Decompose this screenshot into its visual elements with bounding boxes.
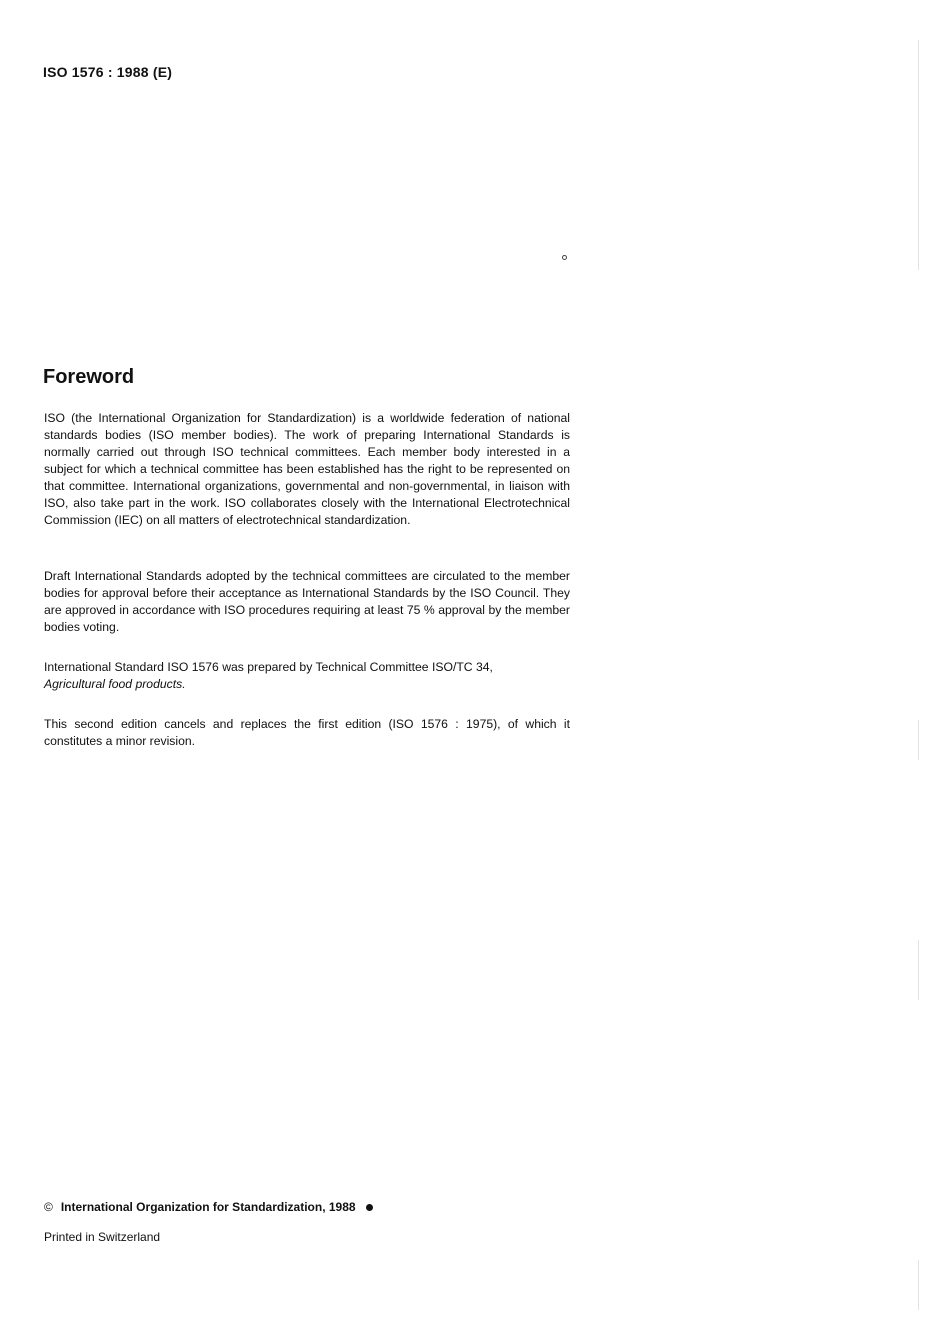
foreword-paragraph-2: Draft International Standards adopted by the technical committees are circulated to the member bodies for approval before their acceptance as International Standards by the ISO Council. They are approved in accordance with ISO procedures requiring at least 75 % approval by the member bodies voting.: [44, 569, 570, 634]
copyright-icon: ©: [44, 1200, 53, 1214]
copyright-line: [44, 1200, 373, 1214]
foreword-paragraph-1: ISO (the International Organization for Standardization) is a worldwide federation of national standards bodies (ISO member bodies). The work of preparing International Standards is normally carried out through ISO technical committees. Each member body interested in a subject for which a technical committee has been established has the right to be represented on that committee. International organizations, governmental and non-governmental, in liaison with ISO, also take part in the work. ISO collaborates closely with the International Electrotechnical Commission (IEC) on all matters of electrotechnical standardization.: [44, 411, 570, 527]
scan-edge-mark: [918, 1260, 919, 1310]
prepared-by-text: International Standard ISO 1576 was prepared by Technical Committee ISO/TC 34,: [44, 660, 493, 674]
scan-edge-mark: [918, 40, 919, 270]
printed-in: Printed in Switzerland: [44, 1230, 161, 1244]
committee-title: Agricultural food products.: [44, 677, 186, 691]
copyright-text: International Organization for Standardization, 1988: [60, 1200, 356, 1214]
scan-edge-mark: [918, 720, 919, 760]
foreword-paragraph-3: [44, 659, 570, 693]
bullet-dot-icon: [366, 1204, 373, 1211]
scan-speck: [562, 255, 567, 260]
foreword-paragraph-4: This second edition cancels and replaces the first edition (ISO 1576 : 1975), of which it constitutes a minor revision.: [44, 717, 570, 748]
document-designation: ISO 1576 : 1988 (E): [43, 64, 173, 80]
scan-edge-mark: [918, 940, 919, 1000]
foreword-title: Foreword: [43, 366, 135, 388]
